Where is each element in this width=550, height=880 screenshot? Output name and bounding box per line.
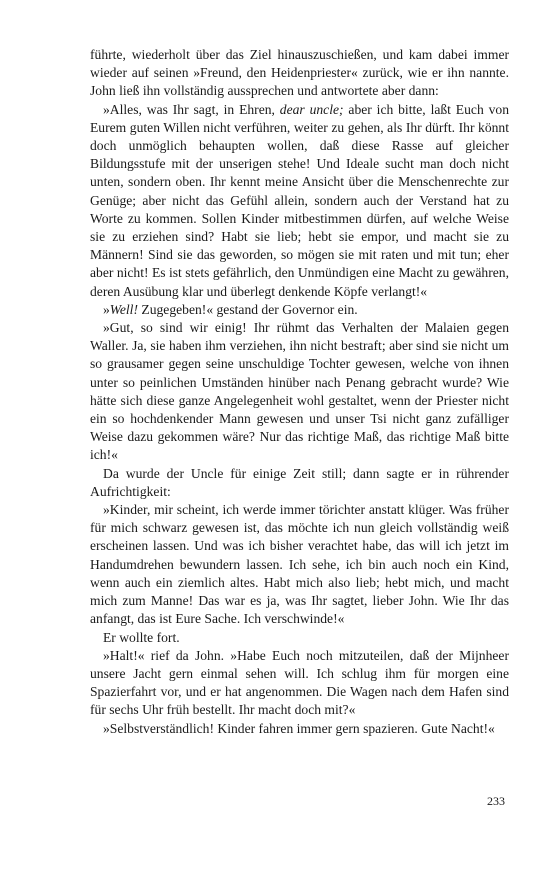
paragraph	[90, 301, 509, 319]
emphasized-text: dear uncle;	[279, 101, 344, 117]
text-run: »Kinder, mir scheint, ich werde immer törichter anstatt klüger. Was früher für mich schwarz gewesen ist, das möchte ich nun gleich vollständig weiß erscheinen lassen. Und was ich bisher verachtet habe, das will ich jetzt im Handumdrehen bewundern lassen. Ich sehe, ich bin auch noch ein Kind, wenn auch ein ziemlich altes. Habt mich also lieb; hebt mich, und macht mich zum Manne! Das war es ja, was Ihr sagtet, lieber John. Wie Ihr das anfangt, das ist Eure Sache. Ich verschwinde!«	[90, 502, 509, 627]
paragraph	[90, 647, 509, 720]
paragraph	[90, 629, 509, 647]
text-run: aber ich bitte, laßt Euch von Eurem guten Willen nicht verführen, weiter zu gehen, als Ihr dürft. Ihr könnt doch unmöglich behaupten wollen, daß diese Rasse auf gleicher Bildungsstufe mit der unserigen stehe! Und Ideale sucht man doch nicht unten, sondern oben. Ihr kennt meine Ansicht über die Menschenrechte zur Genüge; aber nicht das Gefühl allein, sondern auch der Verstand hat zu Worte zu kommen. Sollen Kinder mitbestimmen dürfen, auf welche Weise sie zu erziehen sind? Habt sie lieb; hebt sie empor, und macht sie zu Männern! Sind sie das geworden, so mögen sie mit raten und mit tun; eher aber nicht! Es ist stets gefährlich, den Unmündigen eine Macht zu gewähren, deren Ausübung klar und überlegt denkende Köpfe verlangt!«	[90, 101, 509, 299]
text-run: Da wurde der Uncle für einige Zeit still; dann sagte er in rührender Aufrichtigkeit:	[90, 465, 509, 499]
text-run: Zugegeben!« gestand der Governor ein.	[138, 301, 358, 317]
book-page	[90, 46, 509, 738]
emphasized-text: Well!	[109, 301, 138, 317]
paragraph	[90, 720, 509, 738]
paragraph	[90, 465, 509, 501]
text-run: »Selbstverständlich! Kinder fahren immer gern spazieren. Gute Nacht!«	[103, 720, 495, 736]
text-run: »	[103, 301, 110, 317]
text-run: »Alles, was Ihr sagt, in Ehren,	[103, 101, 280, 117]
body-text	[90, 46, 509, 738]
text-run: Er wollte fort.	[103, 629, 180, 645]
paragraph	[90, 319, 509, 465]
page-number: 233	[487, 794, 505, 808]
paragraph	[90, 46, 509, 101]
text-run: »Gut, so sind wir einig! Ihr rühmt das Verhalten der Malaien gegen Waller. Ja, sie haben ihm verziehen, ihn nicht bestraft; aber sind sie nicht um so grausamer gegen seine unschuldige Tochter gewesen, welche von ihnen unter so peinlichen Umständen hinüber nach Penang gebracht wurde? Wie hätte sich diese ganze Angelegenheit wohl gestaltet, wenn der Priester nicht ein so hochdenkender Mann gewesen und unser Tsi nicht ganz zufälliger Weise dazu gekommen wäre? Nur das richtige Maß, das richtige Maß bitte ich!«	[90, 320, 509, 463]
paragraph	[90, 101, 509, 301]
text-run: führte, wiederholt über das Ziel hinauszuschießen, und kam dabei immer wieder auf seinen »Freund, den Heidenpriester« zurück, wie er ihn nannte. John ließ ihn vollständig aussprechen und antwortete aber dann:	[90, 47, 509, 99]
text-run: »Halt!« rief da John. »Habe Euch noch mitzuteilen, daß der Mijnheer unsere Jacht gern einmal sehen will. Ich schlug ihm für morgen eine Spazierfahrt vor, und er hat angenommen. Die Wagen nach dem Hafen sind für sechs Uhr früh bestellt. Ihr macht doch mit?«	[90, 647, 509, 718]
paragraph	[90, 501, 509, 628]
